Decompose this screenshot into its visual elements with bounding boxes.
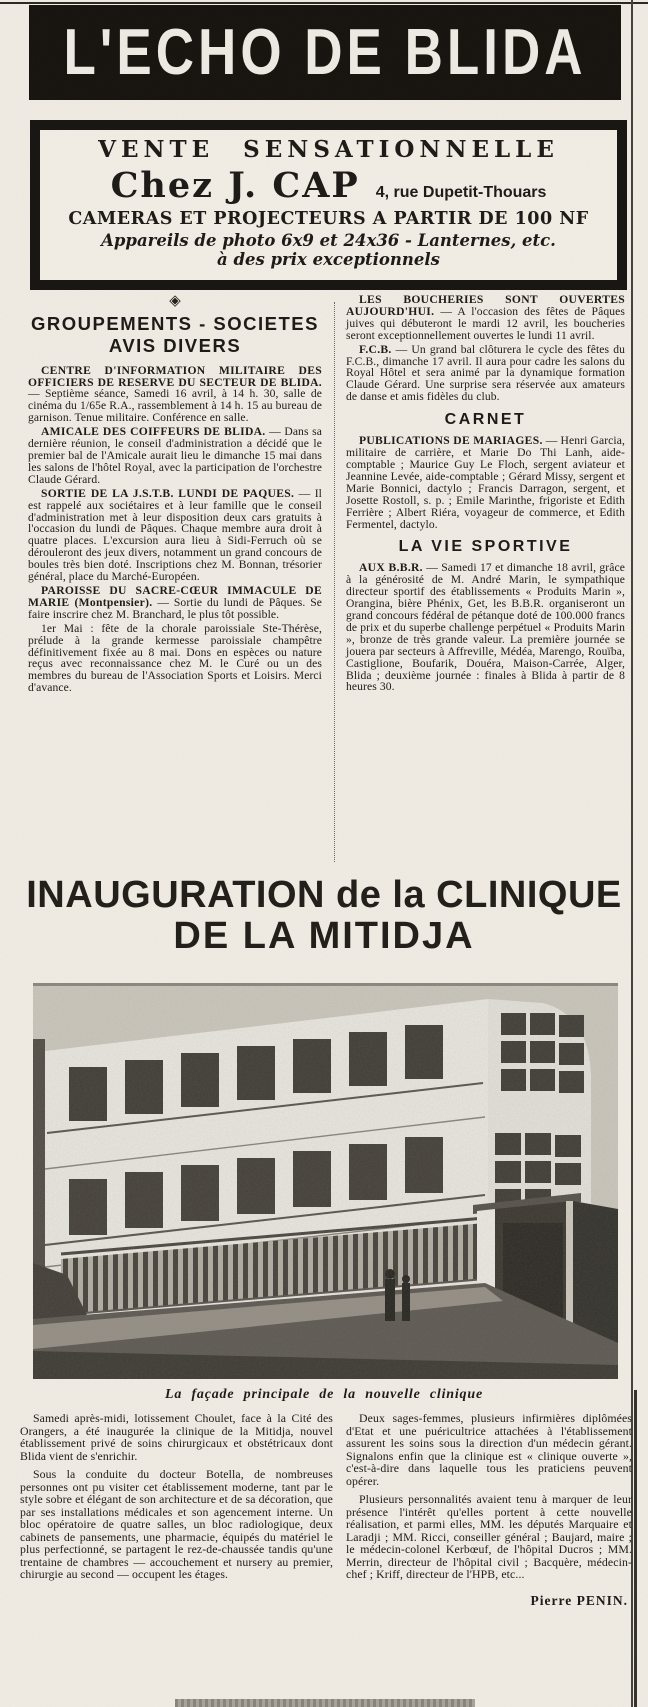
article-headline bbox=[20, 874, 628, 956]
page-edge-rule-bottom bbox=[634, 1390, 637, 1707]
headline-line2: DE LA MITIDJA bbox=[173, 915, 475, 957]
ad-headline: VENTE SENSATIONNELLE bbox=[98, 136, 559, 163]
news-paragraph: SORTIE DE LA J.S.T.B. LUNDI DE PAQUES. — Il est rappelé aux sociétaires et à leur famille que le conseil d'administration met à leur disposition deux cars gratuits à l'occasion du lundi de Pâques. Chaque membre aura droit à quatre places. L'excursion aura lieu à Sidi-Ferruch où se dérouleront des jeux divers, notamment un grand concours de boules très bien doté. Inscriptions chez M. Bonnan, trésorier général, place du Marché-Européen. bbox=[28, 486, 323, 584]
news-paragraph: AMICALE DES COIFFEURS DE BLIDA. — Dans sa dernière réunion, le conseil d'administration a décidé que le premier bal de l'Amicale aurait lieu le dimanche 15 mai dans les salons de l'hôtel Royal, avec la participation de l'orchestre Claude Gérard. bbox=[28, 425, 322, 486]
ad-products-line: CAMERAS ET PROJECTEURS A PARTIR DE 100 NF bbox=[68, 209, 589, 229]
article-paragraph: Plusieurs personnalités avaient tenu à marquer de leur présence l'intérêt qu'elles portent à cette nouvelle réalisation, et parmi elles, MM. les députés Marquaire et Laradji ; MM. Ricci, conseiller général ; Baujard, maire ; le médecin-colonel Kerbœuf, de l'hôpital Ducros ; MM. Merrin, directeur de l'hôpital civil ; Bacquère, médecin-chef ; Kriff, directeur de l'HPB, etc... bbox=[346, 1492, 632, 1581]
news-paragraph: LES BOUCHERIES SONT OUVERTES AUJOURD'HUI. — A l'occasion des fêtes de Pâques juives qui débuteront le mardi 12 avril, les boucheries seront exceptionnellement ouvertes le lundi 11 avril. bbox=[346, 293, 625, 342]
top-rule bbox=[0, 2, 648, 4]
ad-shop-line bbox=[40, 165, 617, 206]
newspaper-title: L'ECHO DE BLIDA bbox=[63, 16, 587, 89]
news-paragraph: 1er Mai : fête de la chorale paroissiale Ste-Thérèse, prélude à la grande kermesse paroissiale champêtre définitivement fixée au 8 mai. Dons en espèces ou nature reçus avec reconnaissance chez M. le Curé ou un des membres du bureau de l'Association Sports et Loisirs. Merci d'avance. bbox=[28, 621, 322, 695]
ad-shop-name: Chez J. CAP bbox=[110, 165, 360, 206]
article-column-left bbox=[20, 1412, 333, 1583]
article-byline: Pierre PENIN. bbox=[530, 1592, 628, 1608]
next-section-edge bbox=[175, 1699, 475, 1707]
article-paragraph: Deux sages-femmes, plusieurs infirmières diplômées d'Etat et une puéricultrice attachées à l'établissement assurent les soins sous la direction d'un médecin gérant. Signalons enfin que la clinique est « clinique ouverte », c'est-à-dire dans laquelle tous les praticiens peuvent opérer. bbox=[346, 1411, 632, 1488]
section-heading-vie-sportive: LA VIE SPORTIVE bbox=[398, 538, 573, 556]
article-paragraph: Samedi après-midi, lotissement Choulet, face à la Cité des Orangers, a été inaugurée la clinique de la Mitidja, nouvel établissement privé de soins chirurgicaux et obstétricaux dont Blida vient de s'enrichir. bbox=[20, 1411, 333, 1463]
article-column-right bbox=[346, 1412, 632, 1609]
masthead-banner bbox=[30, 6, 620, 99]
news-paragraph: CENTRE D'INFORMATION MILITAIRE DES OFFICIERS DE RESERVE DU SECTEUR DE BLIDA. — Septième séance, Samedi 16 avril, à 14 h. 30, salle de cinéma du 1/65e R.A., rassemblement à 14 h. 15 au bureau de garnison. Tenue militaire. Conférence en salle. bbox=[28, 363, 322, 425]
news-paragraph: PUBLICATIONS DE MARIAGES. — Henri Garcia, militaire de carrière, et Marie Do Thi Lanh, aide-comptable ; Maurice Guy Le Floch, sergent aviateur et Jeannine Levée, aide-comptable ; Gérard Missy, sergent et Marie Bonnici, dactylo ; Francis Darragon, sergent, et Josette Rostoll, s. p. ; Emile Marinthe, frigoriste et Edith Ferrière ; Albert Riéra, voyageur de commerce, et Edith Fermentel, dactylo. bbox=[346, 434, 625, 531]
news-column-left bbox=[28, 294, 322, 696]
ad-address: 4, rue Dupetit-Thouars bbox=[375, 184, 547, 201]
news-column-right bbox=[346, 294, 625, 695]
advertisement-box bbox=[30, 120, 627, 290]
section-heading-carnet: CARNET bbox=[444, 411, 527, 429]
news-paragraph: F.C.B. — Un grand bal clôturera le cycle des fêtes du F.C.B., dimanche 17 avril. Il aura pour cadre les salons du Royal Hôtel et sera animé par la dynamique formation Claude Gérard. Une surprise sera réservée aux amateurs de danse et amis fidèles du club. bbox=[346, 342, 625, 404]
news-columns bbox=[28, 294, 625, 870]
news-paragraph: AUX B.B.R. — Samedi 17 et dimanche 18 avril, grâce à la générosité de M. André Marin, le sympathique directeur sportif des établissements « Produits Marin », Orangina, bière Phénix, Get, les B.B.R. organiseront un grand concours fédéral de pétanque doté de 100.000 francs de prix et du superbe challenge perpétuel « Produits Marin », bronze de très grande valeur. La première journée se jouera par secteurs à Affreville, Médéa, Marengo, Rouïba, Castiglione, Boufarik, Douéra, Maison-Carrée, Alger, Blida ; deuxième journée : finales à Blida à partir de 8 heures 30. bbox=[346, 561, 626, 694]
article-body bbox=[20, 1412, 632, 1700]
column-divider bbox=[334, 302, 335, 862]
news-paragraph: PAROISSE DU SACRE-CŒUR IMMACULE DE MARIE (Montpensier). — Sortie du lundi de Pâques. Se faire inscrire chez M. Branchard, le plus tôt possible. bbox=[28, 583, 322, 621]
diamond-ornament-icon: ◈ bbox=[169, 293, 181, 309]
ad-price-line: à des prix exceptionnels bbox=[217, 250, 440, 269]
clinic-photo bbox=[33, 983, 618, 1379]
headline-line1: INAUGURATION de la CLINIQUE bbox=[26, 874, 622, 916]
section-heading-groupements: GROUPEMENTS - SOCIETES AVIS DIVERS bbox=[31, 313, 319, 356]
article-paragraph: Sous la conduite du docteur Botella, de nombreuses personnes ont pu visiter cet établissement moderne, tant par le style sobre et élégant de son architecture et de sa décoration, que par ses installations médicales et son agencement interne. Un bloc opératoire de quatre salles, un bloc radiologique, deux cabinets de pansements, une pharmacie, équipés du matériel le plus perfectionné, se partagent le rez-de-chaussée tandis qu'une trentaine de chambres — accouchement et nursery au premier, chirurgie au second — occupent les étages. bbox=[20, 1467, 333, 1581]
ad-details-line: Appareils de photo 6x9 et 24x36 - Lanternes, etc. bbox=[101, 231, 556, 250]
photo-caption: La façade principale de la nouvelle clinique bbox=[165, 1387, 483, 1402]
